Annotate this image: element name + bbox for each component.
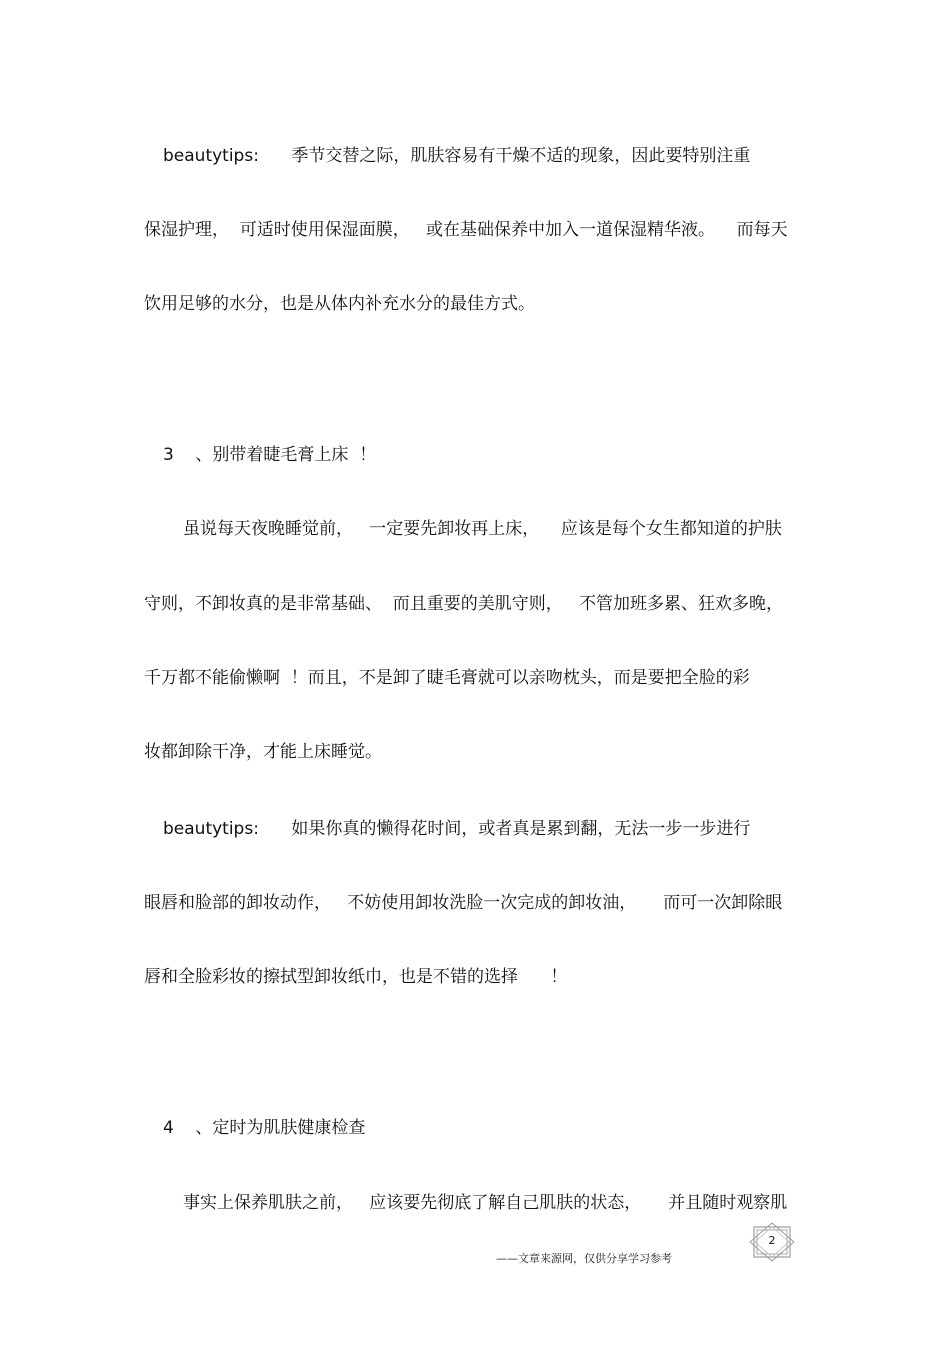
paragraph-line: 保湿护理， 可适时使用保湿面膜， 或在基础保养中加入一道保湿精华液。 而每天 xyxy=(144,220,788,240)
paragraph-line: 饮用足够的水分，也是从体内补充水分的最佳方式。 xyxy=(144,294,535,314)
paragraph-line: 千万都不能偷懒啊 ！而且，不是卸了睫毛膏就可以亲吻枕头，而是要把全脸的彩 xyxy=(144,668,750,688)
paragraph-line: 虽说每天夜晚睡觉前， 一定要先卸妆再上床， 应该是每个女生都知道的护肤 xyxy=(183,519,782,539)
section-heading-3: 3 、别带着睫毛膏上床 ！ xyxy=(163,445,377,465)
paragraph-line: 唇和全脸彩妆的擦拭型卸妆纸巾，也是不错的选择 ！ xyxy=(144,967,568,987)
paragraph-line: 眼唇和脸部的卸妆动作， 不妨使用卸妆洗脸一次完成的卸妆油， 而可一次卸除眼 xyxy=(144,893,783,913)
paragraph-line: beautytips: 季节交替之际，肌肤容易有干燥不适的现象，因此要特别注重 xyxy=(163,146,751,166)
page-number: 2 xyxy=(768,1234,776,1247)
paragraph-line: 妆都卸除干净，才能上床睡觉。 xyxy=(144,742,382,762)
section-heading-4: 4 、定时为肌肤健康检查 xyxy=(163,1118,366,1138)
paragraph-line: beautytips: 如果你真的懒得花时间，或者真是累到翻，无法一步一步进行 xyxy=(163,819,751,839)
page-number-badge xyxy=(748,1222,796,1262)
paragraph-line: 事实上保养肌肤之前， 应该要先彻底了解自己肌肤的状态， 并且随时观察肌 xyxy=(183,1193,788,1213)
footer-source-note: ——文章来源网，仅供分享学习参考 xyxy=(496,1252,672,1265)
paragraph-line: 守则，不卸妆真的是非常基础、 而且重要的美肌守则， 不管加班多累、狂欢多晚， xyxy=(144,594,784,614)
